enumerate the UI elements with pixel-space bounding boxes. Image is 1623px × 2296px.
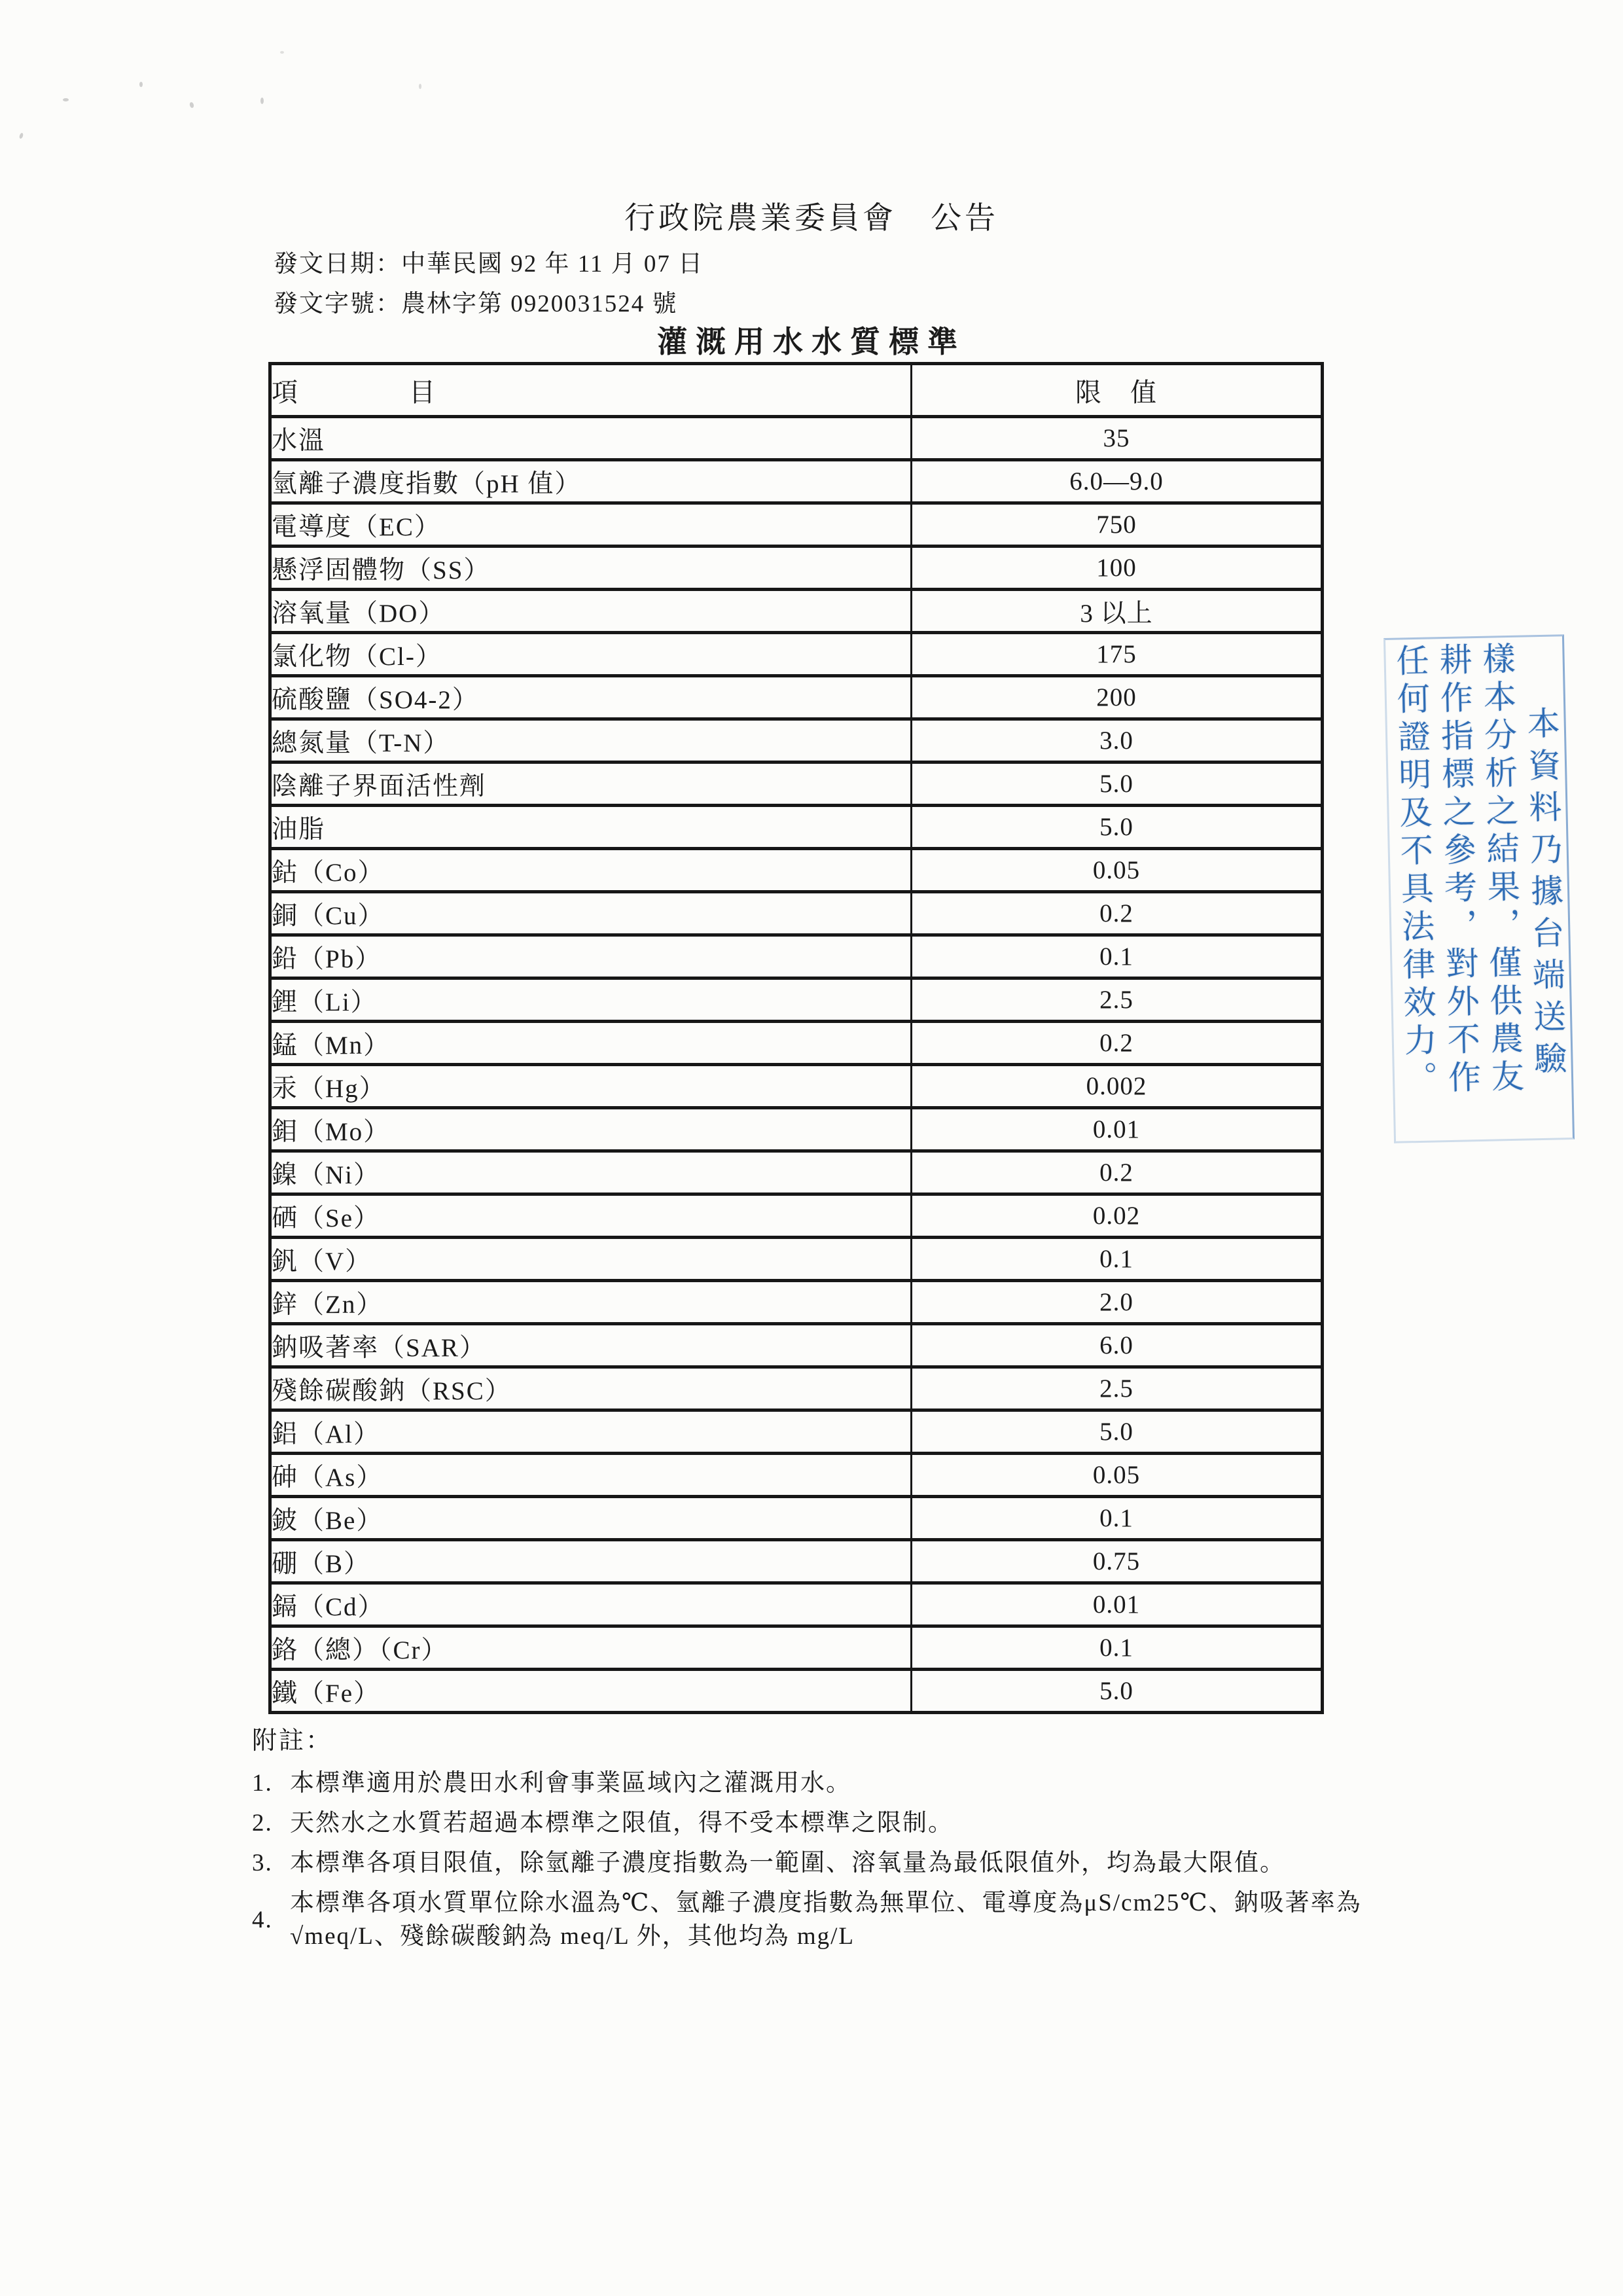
limit-value-cell: 0.1 [912,1238,1323,1281]
table-header-row [270,364,1323,417]
limit-value-cell: 200 [912,676,1323,719]
limit-value-cell: 0.01 [912,1583,1323,1626]
limit-value-cell: 6.0 [912,1324,1323,1367]
note-item [252,1886,1364,1953]
notes-heading: 附註： [252,1727,333,1755]
table-title: 灌溉用水水質標準 [657,325,966,359]
item-name-cell: 砷（As） [270,1454,912,1497]
note-text: 本標準各項目限值，除氫離子濃度指數為一範圍、溶氧量為最低限值外，均為最大限值。 [290,1850,1285,1876]
stamp-text-column: 耕作指標之參考，對外不作 [1435,642,1481,1099]
item-name-cell: 釩（V） [270,1238,912,1281]
scan-speck [280,51,284,54]
table-row [270,1583,1323,1626]
scan-speck [189,101,194,108]
table-row [270,1454,1323,1497]
column-header-limit: 限 值 [912,364,1323,417]
table-row [270,417,1323,460]
item-name-cell: 鎳（Ni） [270,1151,912,1194]
table-row [270,1281,1323,1324]
limit-value-cell: 175 [912,633,1323,676]
table-row [270,1108,1323,1151]
limit-value-cell: 2.0 [912,1281,1323,1324]
item-name-cell: 陰離子界面活性劑 [270,762,912,806]
limit-value-cell: 35 [912,417,1323,460]
item-name-cell: 總氮量（T-N） [270,719,912,762]
table-row [270,935,1323,978]
limit-value-cell: 5.0 [912,806,1323,849]
item-name-cell: 殘餘碳酸鈉（RSC） [270,1367,912,1410]
table-row [270,1022,1323,1065]
item-name-cell: 銅（Cu） [270,892,912,935]
table-row [270,1151,1323,1194]
limit-value-cell: 0.75 [912,1540,1323,1583]
limit-value-cell: 0.2 [912,1022,1323,1065]
limit-value-cell: 0.2 [912,892,1323,935]
stamp-text-column: 任何證明及不具法律效力。 [1391,643,1438,1100]
scan-speck [139,82,143,87]
stamp-text-column: 本資料乃據台端送驗 [1522,706,1567,1084]
stamp-text-column: 樣本分析之結果，僅供農友 [1478,641,1524,1098]
item-name-cell: 氫離子濃度指數（pH 值） [270,460,912,503]
table-body [270,417,1323,1713]
table-row [270,1238,1323,1281]
table-row [270,849,1323,892]
notes-section [252,1720,1364,1960]
limit-value-cell: 2.5 [912,978,1323,1022]
note-text: 天然水之水質若超過本標準之限值，得不受本標準之限制。 [290,1810,954,1837]
limit-value-cell: 0.1 [912,1626,1323,1670]
item-name-cell: 錳（Mn） [270,1022,912,1065]
table-row [270,1540,1323,1583]
table-row [270,892,1323,935]
item-name-cell: 鐵（Fe） [270,1670,912,1713]
table-row [270,1626,1323,1670]
limit-value-cell: 5.0 [912,1410,1323,1454]
table-row [270,503,1323,547]
table-row [270,1670,1323,1713]
note-number: 2. [252,1810,273,1837]
item-name-cell: 懸浮固體物（SS） [270,547,912,590]
table-row [270,676,1323,719]
item-name-cell: 溶氧量（DO） [270,590,912,633]
note-text: 本標準適用於農田水利會事業區域內之灌溉用水。 [290,1770,851,1797]
table-row [270,460,1323,503]
item-name-cell: 鉬（Mo） [270,1108,912,1151]
table-row [270,547,1323,590]
limit-value-cell: 0.01 [912,1108,1323,1151]
item-name-cell: 鉻（總）（Cr） [270,1626,912,1670]
limit-value-cell: 3.0 [912,719,1323,762]
item-name-cell: 汞（Hg） [270,1065,912,1108]
item-name-cell: 硒（Se） [270,1194,912,1238]
item-name-cell: 鈹（Be） [270,1497,912,1540]
note-number: 1. [252,1770,273,1797]
limit-value-cell: 3 以上 [912,590,1323,633]
water-quality-standards-table [268,362,1324,1714]
scan-speck [63,98,69,101]
limit-value-cell: 5.0 [912,1670,1323,1713]
item-name-cell: 鋅（Zn） [270,1281,912,1324]
limit-value-cell: 2.5 [912,1367,1323,1410]
table-row [270,1497,1323,1540]
table-row [270,590,1323,633]
table-row [270,978,1323,1022]
limit-value-cell: 750 [912,503,1323,547]
scan-speck [19,132,24,139]
limit-value-cell: 5.0 [912,762,1323,806]
item-name-cell: 鈉吸著率（SAR） [270,1324,912,1367]
item-name-cell: 鈷（Co） [270,849,912,892]
scan-speck [260,98,264,104]
limit-value-cell: 6.0—9.0 [912,460,1323,503]
table-row [270,1065,1323,1108]
item-name-cell: 鎘（Cd） [270,1583,912,1626]
table-row [270,719,1323,762]
note-number: 3. [252,1850,273,1876]
item-name-cell: 鋁（Al） [270,1410,912,1454]
limit-value-cell: 0.05 [912,849,1323,892]
limit-value-cell: 100 [912,547,1323,590]
item-name-cell: 氯化物（Cl-） [270,633,912,676]
limit-value-cell: 0.02 [912,1194,1323,1238]
table-row [270,1367,1323,1410]
item-name-cell: 油脂 [270,806,912,849]
limit-value-cell: 0.05 [912,1454,1323,1497]
item-name-cell: 鋰（Li） [270,978,912,1022]
item-name-cell: 電導度（EC） [270,503,912,547]
item-name-cell: 鉛（Pb） [270,935,912,978]
agency-title: 行政院農業委員會 公告 [624,202,999,236]
issue-number-line: 發文字號：農林字第 0920031524 號 [274,291,678,317]
notes-list [252,1767,1364,1953]
column-header-item: 項 目 [270,364,912,417]
note-text: 本標準各項水質單位除水溫為℃、氫離子濃度指數為無單位、電導度為μS/cm25℃、鈉吸著率為√meq/L、殘餘碳酸鈉為 meq/L 外，其他均為 mg/L [290,1890,1362,1950]
item-name-cell: 硫酸鹽（SO4-2） [270,676,912,719]
table-row [270,1410,1323,1454]
table-row [270,806,1323,849]
scan-speck [419,84,421,89]
limit-value-cell: 0.1 [912,1497,1323,1540]
issue-date-line: 發文日期：中華民國 92 年 11 月 07 日 [274,251,704,278]
limit-value-cell: 0.2 [912,1151,1323,1194]
note-item [252,1806,1364,1840]
item-name-cell: 硼（B） [270,1540,912,1583]
table-row [270,1324,1323,1367]
table-row [270,762,1323,806]
limit-value-cell: 0.1 [912,935,1323,978]
note-item [252,1767,1364,1800]
disclaimer-stamp [1383,634,1575,1143]
item-name-cell: 水溫 [270,417,912,460]
table-row [270,1194,1323,1238]
table-row [270,633,1323,676]
note-number: 4. [252,1906,273,1933]
limit-value-cell: 0.002 [912,1065,1323,1108]
note-item [252,1846,1364,1880]
